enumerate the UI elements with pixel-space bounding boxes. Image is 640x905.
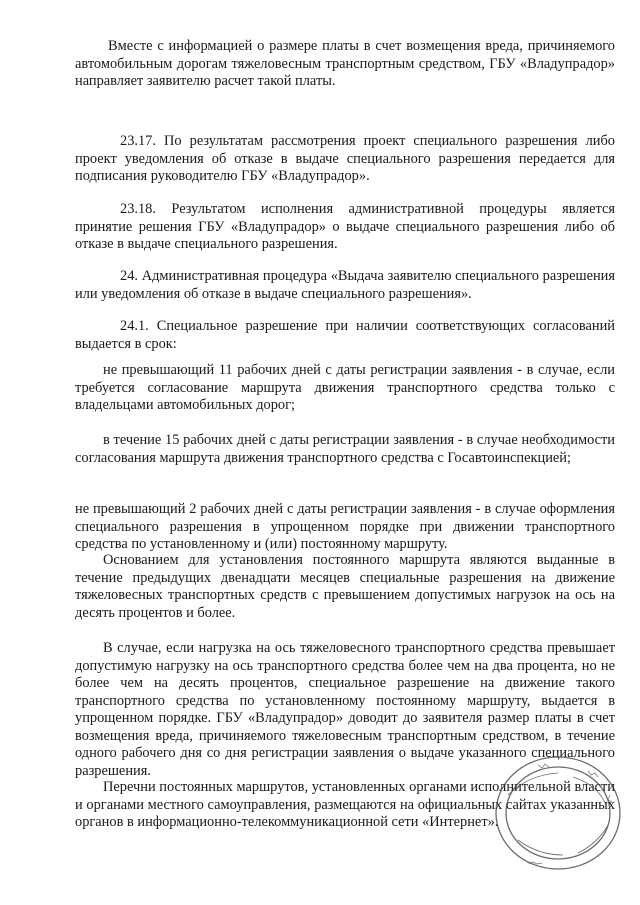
paragraph-23-17: 23.17. По результатам рассмотрения проект специального разрешения либо проект уведомления об отказе в выдаче специального разрешения передается для подписания руководителю ГБУ «Владупрадор». [75,133,615,184]
paragraph-permanent-route: Основанием для установления постоянного маршрута являются выданные в течение предыдущих двенадцати месяцев специальные разрешения на движение тяжеловесных транспортных средств с превышением допустимых нагрузок на ось на десять процентов и более. [75,552,615,621]
paragraph-15-days: в течение 15 рабочих дней с даты регистрации заявления - в случае необходимости согласования маршрута движения транспортного средства с Госавтоинспекцией; [75,432,615,466]
paragraph-axle-load: В случае, если нагрузка на ось тяжеловесного транспортного средства превышает допустимую нагрузку на ось транспортного средства более чем на два процента, но не более чем на десять процентов, специальное разрешение на движение такого транспортного средства по установленному постоянному маршруту, выдается в упрощенном порядке. ГБУ «Владупрадор» доводит до заявителя размер платы в счет возмещения вреда, причиняемого тяжеловесным транспортным средством, в течение одного рабочего дня со дня регистрации заявления о выдаче указанного специального разрешения. [75,640,615,779]
paragraph-payment-info: Вместе с информацией о размере платы в счет возмещения вреда, причиняемого автомобильным дорогам тяжеловесным транспортным средством, ГБУ «Владупрадор» направляет заявителю расчет такой платы. [75,38,615,89]
paragraph-23-18: 23.18. Результатом исполнения административной процедуры является принятие решения ГБУ «Владупрадор» о выдаче специального разрешения либо об отказе в выдаче специального разрешения. [75,201,615,252]
paragraph-24-1: 24.1. Специальное разрешение при наличии соответствующих согласований выдается в срок: [75,318,615,352]
paragraph-11-days: не превышающий 11 рабочих дней с даты регистрации заявления - в случае, если требуется согласование маршрута движения транспортного средства только с владельцами автомобильных дорог; [75,362,615,413]
round-seal-icon [478,755,628,875]
paragraph-route-lists: Перечни постоянных маршрутов, установленных органами исполнительной власти и органами местного самоуправления, размещаются на официальных сайтах указанных органов в информационно-телекоммуникационной сети «Интернет». [75,779,615,830]
paragraph-24: 24. Административная процедура «Выдача заявителю специального разрешения или уведомления об отказе в выдаче специального разрешения». [75,268,615,302]
paragraph-2-days: не превышающий 2 рабочих дней с даты регистрации заявления - в случае оформления специального разрешения в упрощенном порядке при движении транспортного средства по установленному и (или) постоянному маршруту. [75,501,615,552]
